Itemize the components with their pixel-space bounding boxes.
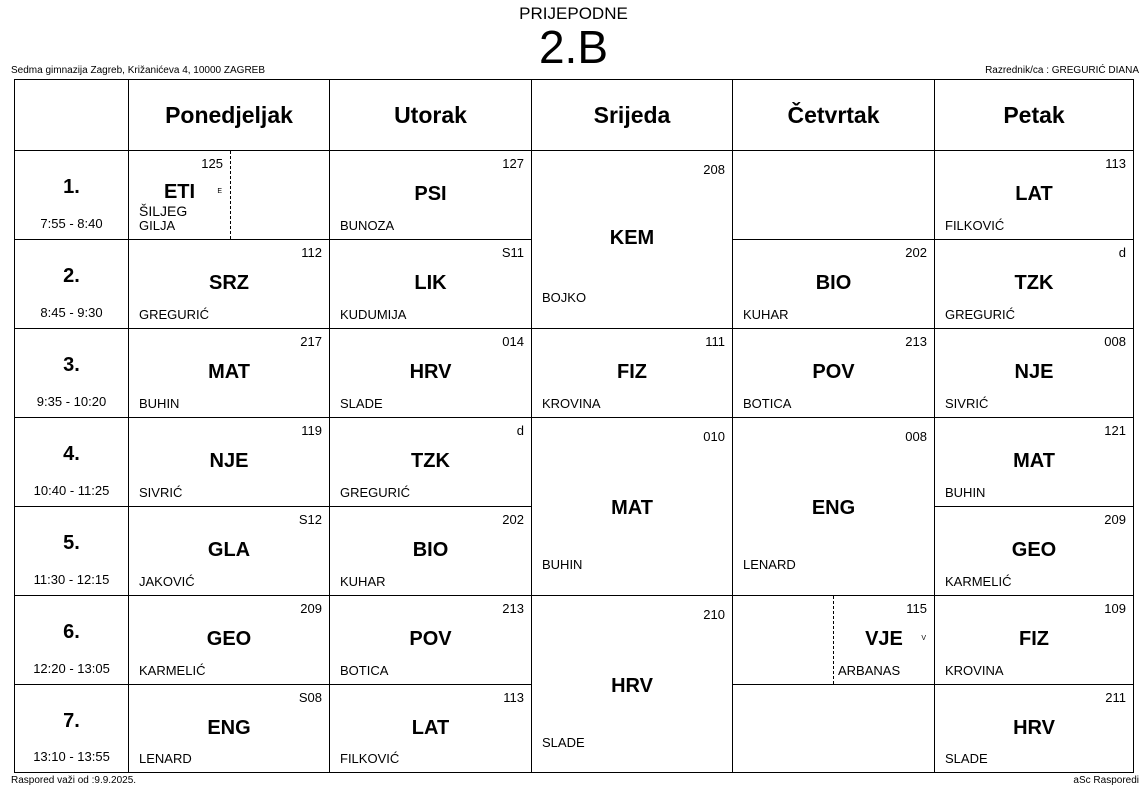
subject-label: KEM: [609, 227, 655, 249]
lesson-cell: [329, 150, 531, 239]
timetable-grid: [14, 79, 1134, 773]
group-label: V: [921, 635, 926, 642]
room-label: d: [516, 423, 524, 438]
room-label: 209: [300, 601, 322, 616]
period-4: [15, 417, 128, 506]
room-label: 217: [300, 334, 322, 349]
room-label: 109: [1104, 601, 1126, 616]
lesson-cell: [531, 328, 732, 417]
subject-label: SRZ: [209, 272, 249, 294]
lesson-cell: [128, 506, 329, 595]
room-label: 211: [1105, 690, 1126, 705]
room-label: 202: [905, 245, 927, 260]
subject-label: BIO: [815, 272, 852, 294]
subject-label: FIZ: [1019, 628, 1049, 650]
room-label: 119: [301, 423, 322, 438]
lesson-cell: [128, 417, 329, 506]
lesson-cell: [934, 506, 1133, 595]
period-number: 6.: [63, 621, 80, 643]
subject-label: NJE: [209, 450, 249, 472]
shift-label: PRIJEPODNE: [519, 4, 628, 23]
subject-label: LAT: [411, 717, 450, 739]
subject-label: ENG: [811, 497, 856, 519]
day-header-thursday: Četvrtak: [732, 80, 934, 150]
teacher-label: SLADE: [340, 396, 383, 411]
lesson-cell: [531, 417, 732, 595]
day-header-monday: Ponedjeljak: [128, 80, 329, 150]
subject-label: VJE: [865, 628, 903, 650]
teacher-label: BUHIN: [945, 485, 986, 500]
lesson-cell: [934, 684, 1133, 772]
subject-label: GEO: [1011, 539, 1057, 561]
group-half: [833, 596, 934, 684]
lesson-cell: [934, 150, 1133, 239]
lesson-cell: [128, 595, 329, 684]
teacher-label: KUHAR: [340, 574, 386, 589]
teacher-label: SIVRIĆ: [945, 396, 989, 411]
period-number: 1.: [63, 176, 80, 198]
room-label: 008: [905, 429, 927, 444]
teacher-label: BOTICA: [340, 663, 389, 678]
subject-label: NJE: [1014, 361, 1054, 383]
teacher-label: KARMELIĆ: [139, 663, 206, 678]
room-label: 213: [502, 601, 524, 616]
lesson-cell: [329, 417, 531, 506]
teacher-label: ŠILJEG: [139, 203, 188, 219]
lesson-cell: [128, 684, 329, 772]
subject-label: LAT: [1015, 183, 1053, 205]
room-label: 115: [906, 601, 927, 616]
class-teacher: Razrednik/ca : GREGURIĆ DIANA: [985, 65, 1139, 76]
subject-label: ETI: [163, 181, 196, 203]
period-time: 11:30 - 12:15: [33, 572, 110, 587]
group-label: E: [217, 188, 222, 195]
teacher-label: FILKOVIĆ: [945, 218, 1005, 233]
subject-label: TZK: [1014, 272, 1054, 294]
subject-label: GLA: [207, 539, 251, 561]
room-label: 210: [703, 607, 725, 622]
period-6: [15, 595, 128, 684]
group-half: [129, 151, 231, 239]
teacher-label: FILKOVIĆ: [340, 751, 400, 766]
room-label: 202: [502, 512, 524, 527]
lesson-cell: [531, 595, 732, 772]
room-label: 113: [1105, 156, 1126, 171]
period-time: 12:20 - 13:05: [33, 661, 110, 676]
class-name: 2.B: [538, 21, 609, 73]
teacher-label: SIVRIĆ: [139, 485, 183, 500]
subject-label: FIZ: [617, 361, 647, 383]
subject-label: POV: [812, 361, 855, 383]
period-number: 3.: [63, 354, 80, 376]
subject-label: HRV: [1013, 717, 1055, 739]
subject-label: PSI: [414, 183, 447, 205]
lesson-cell: [329, 595, 531, 684]
teacher-label: KARMELIĆ: [945, 574, 1012, 589]
room-label: 127: [502, 156, 524, 171]
teacher-label: KROVINA: [542, 396, 601, 411]
period-1: [15, 150, 128, 239]
period-time: 9:35 - 10:20: [36, 394, 107, 409]
teacher-label: ARBANAS: [838, 663, 901, 678]
room-label: 208: [703, 162, 725, 177]
lesson-cell: [329, 239, 531, 328]
teacher-label: SLADE: [542, 735, 585, 750]
subject-label: HRV: [611, 675, 653, 697]
room-label: 213: [905, 334, 927, 349]
room-label: S12: [298, 512, 322, 527]
subject-label: GEO: [206, 628, 252, 650]
lesson-cell: [329, 684, 531, 772]
teacher-label: BUNOZA: [340, 218, 395, 233]
subject-label: TZK: [411, 450, 450, 472]
period-number: 4.: [63, 443, 80, 465]
teacher-label: LENARD: [743, 557, 796, 572]
subject-label: MAT: [611, 497, 653, 519]
teacher-label: KUDUMIJA: [340, 307, 407, 322]
day-header-friday: Petak: [934, 80, 1133, 150]
period-7: [15, 684, 128, 772]
room-label: 008: [1104, 334, 1126, 349]
period-number: 7.: [63, 710, 80, 732]
school-address: Sedma gimnazija Zagreb, Križanićeva 4, 10000 ZAGREB: [11, 65, 266, 76]
lesson-cell: [329, 328, 531, 417]
lesson-cell: [732, 239, 934, 328]
lesson-cell: [934, 417, 1133, 506]
subject-label: BIO: [412, 539, 449, 561]
teacher-label: KROVINA: [945, 663, 1004, 678]
lesson-cell: [128, 150, 329, 239]
period-5: [15, 506, 128, 595]
teacher-label: GILJA: [139, 218, 176, 233]
room-label: 113: [503, 690, 524, 705]
teacher-label: SLADE: [945, 751, 988, 766]
subject-label: MAT: [208, 361, 250, 383]
lesson-cell: [732, 328, 934, 417]
teacher-label: BUHIN: [542, 557, 583, 572]
lesson-cell: [934, 595, 1133, 684]
period-time: 7:55 - 8:40: [40, 216, 103, 231]
subject-label: POV: [409, 628, 452, 650]
lesson-cell: [732, 595, 934, 684]
room-label: 125: [201, 156, 223, 171]
period-2: [15, 239, 128, 328]
subject-label: HRV: [409, 361, 452, 383]
room-label: 112: [301, 245, 322, 260]
lesson-cell: [732, 417, 934, 595]
day-header-wednesday: Srijeda: [531, 80, 732, 150]
teacher-label: LENARD: [139, 751, 192, 766]
period-number: 5.: [63, 532, 80, 554]
teacher-label: GREGURIĆ: [945, 307, 1016, 322]
period-number: 2.: [63, 265, 80, 287]
subject-label: ENG: [207, 717, 251, 739]
room-label: 010: [703, 429, 725, 444]
teacher-label: BOTICA: [743, 396, 792, 411]
teacher-label: JAKOVIĆ: [139, 574, 195, 589]
teacher-label: BUHIN: [139, 396, 180, 411]
room-label: 111: [705, 334, 725, 349]
lesson-cell: [934, 239, 1133, 328]
period-time: 10:40 - 11:25: [33, 483, 110, 498]
room-label: 209: [1104, 512, 1126, 527]
day-header-tuesday: Utorak: [329, 80, 531, 150]
empty-cell: [732, 150, 934, 239]
subject-label: MAT: [1013, 450, 1055, 472]
period-3: [15, 328, 128, 417]
room-label: 121: [1104, 423, 1126, 438]
subject-label: LIK: [414, 272, 447, 294]
teacher-label: KUHAR: [743, 307, 789, 322]
lesson-cell: [934, 328, 1133, 417]
period-time: 13:10 - 13:55: [33, 749, 110, 764]
validity-note: Raspored važi od :9.9.2025.: [11, 775, 137, 786]
teacher-label: GREGURIĆ: [139, 307, 210, 322]
lesson-cell: [329, 506, 531, 595]
lesson-cell: [128, 328, 329, 417]
lesson-cell: [128, 239, 329, 328]
room-label: S11: [501, 245, 524, 260]
room-label: d: [1118, 245, 1126, 260]
period-time: 8:45 - 9:30: [40, 305, 103, 320]
room-label: 014: [502, 334, 524, 349]
teacher-label: BOJKO: [542, 290, 587, 305]
lesson-cell: [531, 150, 732, 328]
empty-cell: [732, 684, 934, 772]
software-credit: aSc Rasporedi: [1073, 775, 1139, 786]
teacher-label: GREGURIĆ: [340, 485, 411, 500]
room-label: S08: [298, 690, 322, 705]
